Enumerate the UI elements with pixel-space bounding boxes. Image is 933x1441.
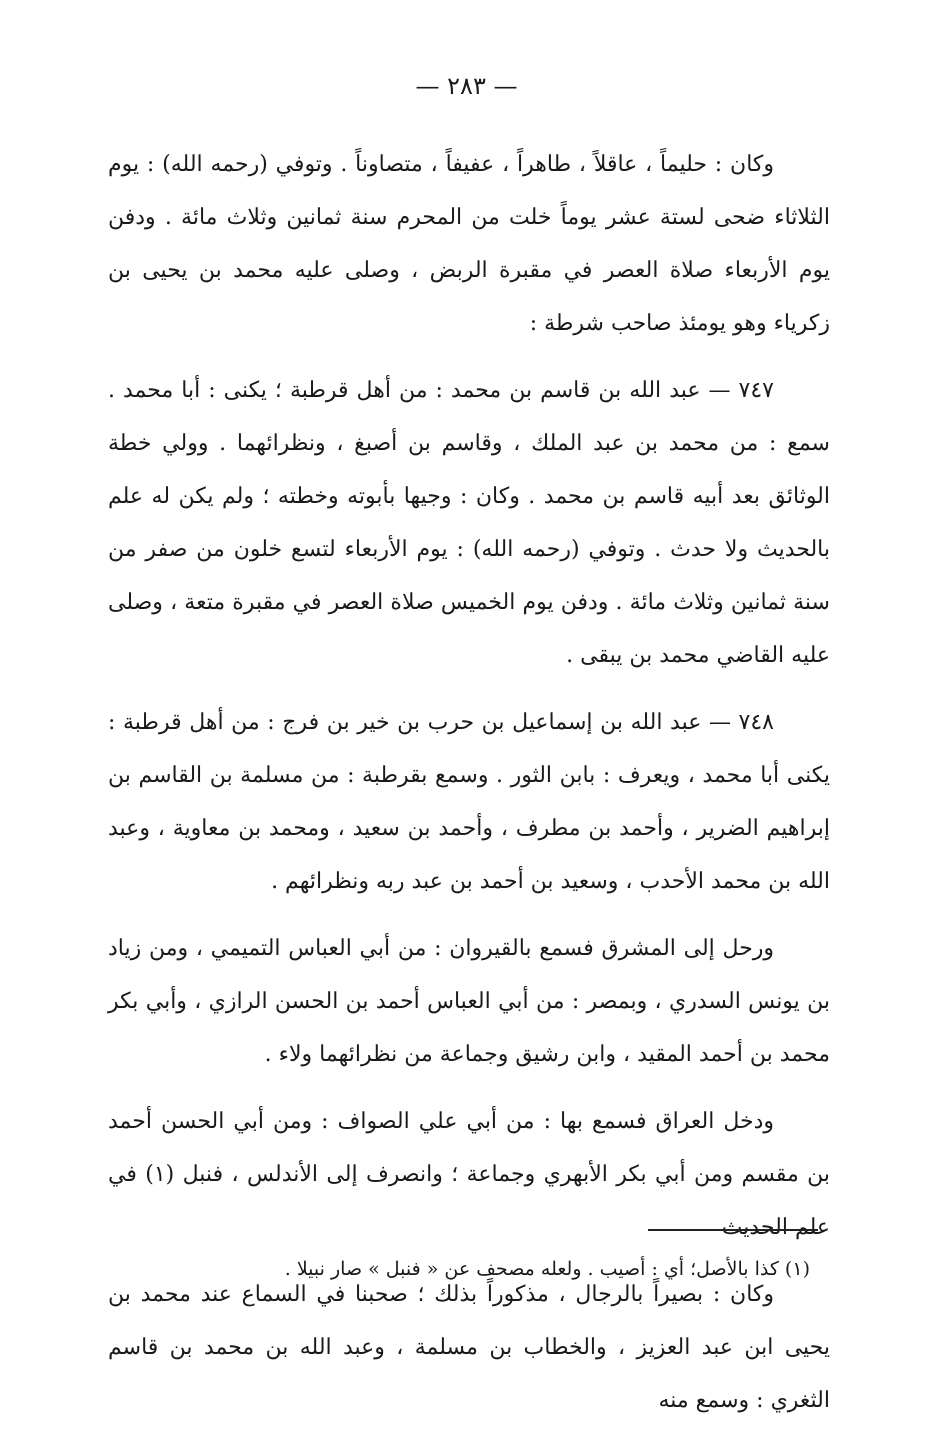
entry-748: ٧٤٨ — عبد الله بن إسماعيل بن حرب بن خير بن فرج : من أهل قرطبة : يكنى أبا محمد ، ويعرف : بابن الثور . وسمع بقرطبة : من مسلمة بن القاسم بن إبراهيم الضرير ، وأحمد بن مطرف ، وأحمد بن سعيد ، ومحمد بن معاوية ، وعبد الله بن محمد الأحدب ، وسعيد بن أحمد بن عبد ربه ونظرائهم . (108, 710, 830, 894)
footnote-divider (648, 1229, 818, 1231)
footnote: (١) كذا بالأصل؛ أي : أصيب . ولعله مصحف عن « فنبل » صار نبيلا . (284, 1258, 810, 1280)
paragraph-companionship: وكان : بصيراً بالرجال ، مذكوراً بذلك ؛ صحبنا في السماع عند محمد بن يحيى ابن عبد العزيز ، والخطاب بن مسلمة ، وعبد الله بن محمد بن قاسم الثغري : وسمع منه (108, 1282, 830, 1413)
paragraph-travel-east: ورحل إلى المشرق فسمع بالقيروان : من أبي العباس التميمي ، ومن زياد بن يونس السدري ، وبمصر : من أبي العباس أحمد بن الحسن الرازي ، وأبي بكر محمد بن أحمد المقيد ، وابن رشيق وجماعة من نظرائهما ولاء . (108, 936, 830, 1067)
entry-747: ٧٤٧ — عبد الله بن قاسم بن محمد : من أهل قرطبة ؛ يكنى : أبا محمد . سمع : من محمد بن عبد الملك ، وقاسم بن أصبغ ، ونظرائهما . وولي خطة الوثائق بعد أبيه قاسم بن محمد . وكان : وجيها بأبوته وخطته ؛ ولم يكن له علم بالحديث ولا حدث . وتوفي (رحمه الله) : يوم الأربعاء لتسع خلون من صفر من سنة ثمانين وثلاث مائة . ودفن يوم الخميس صلاة العصر في مقبرة متعة ، وصلى عليه القاضي محمد بن يبقى . (108, 378, 830, 668)
page-number: — ٢٨٣ — (415, 72, 518, 100)
paragraph-iraq: ودخل العراق فسمع بها : من أبي علي الصواف : ومن أبي الحسن أحمد بن مقسم ومن أبي بكر الأبهري وجماعة ؛ وانصرف إلى الأندلس ، فنبل (١) في علم الحديث (108, 1109, 830, 1240)
paragraph-death-notice: وكان : حليماً ، عاقلاً ، طاهراً ، عفيفاً ، متصاوناً . وتوفي (رحمه الله) : يوم الثلاثاء ضحى لستة عشر يوماً خلت من المحرم سنة ثمانين وثلاث مائة . ودفن يوم الأربعاء صلاة العصر في مقبرة الربض ، وصلى عليه محمد بن يحيى بن زكرياء وهو يومئذ صاحب شرطة : (108, 152, 830, 336)
main-text (108, 138, 830, 1441)
